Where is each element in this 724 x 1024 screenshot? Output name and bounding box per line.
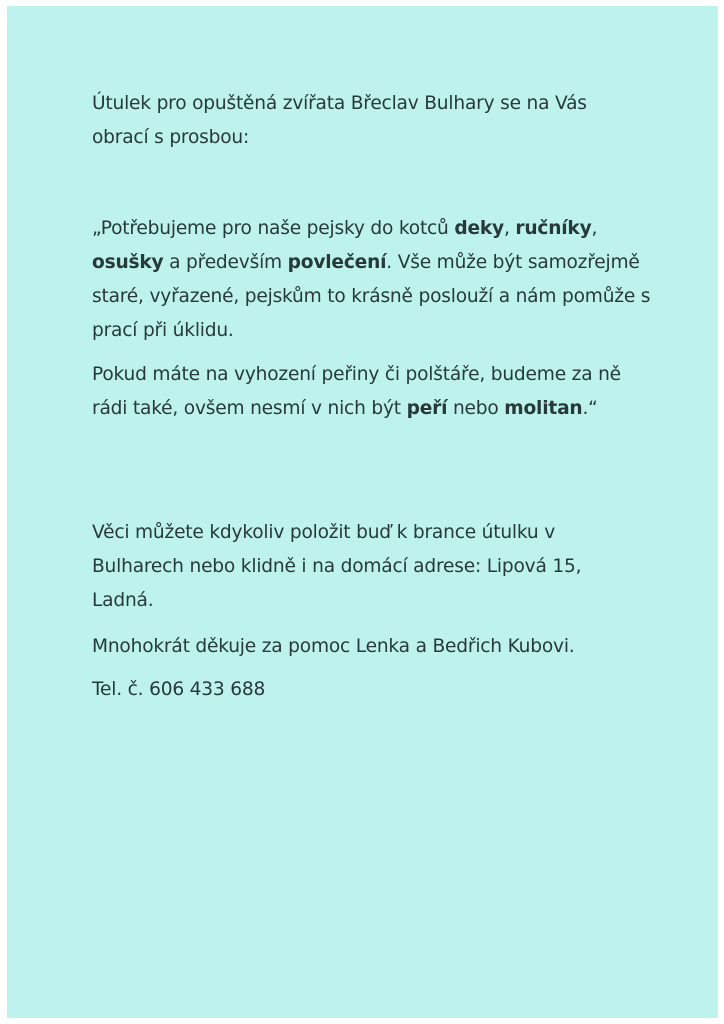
document-page [7, 6, 718, 1018]
thanks-line: Mnohokrát děkuje za pomoc Lenka a Bedřich Kubovi. [92, 636, 575, 657]
bold-text: ručníky [515, 218, 592, 239]
intro-paragraph: Útulek pro opuštěná zvířata Břeclav Bulhary se na Vás obrací s prosbou: [92, 93, 587, 148]
text-run: Pokud máte na vyhození peřiny či polštáře, budeme za ně rádi také, ovšem nesmí v nich být [92, 364, 621, 419]
bold-text: deky [454, 218, 504, 239]
pillows-paragraph [92, 358, 652, 426]
text-run: „Potřebujeme pro naše pejsky do kotců [92, 218, 455, 239]
bold-text: osušky [92, 252, 164, 273]
bold-text: molitan [504, 398, 583, 419]
phone-line: Tel. č. 606 433 688 [92, 679, 266, 700]
bold-text: peří [406, 398, 448, 419]
text-run: . Vše může být samozřejmě staré, vyřazené, pejskům to krásně poslouží a nám pomůže s prací při úklidu. [92, 252, 651, 341]
request-paragraph [92, 212, 662, 348]
bold-text: povlečení [287, 252, 387, 273]
text-run: a především [163, 252, 288, 273]
text-run: , [503, 218, 516, 239]
text-run: nebo [447, 398, 505, 419]
text-run: .“ [582, 398, 598, 419]
dropoff-paragraph: Věci můžete kdykoliv položit buď k brance útulku v Bulharech nebo klidně i na domácí adrese: Lipová 15, Ladná. [92, 522, 582, 611]
text-run: , [591, 218, 598, 239]
